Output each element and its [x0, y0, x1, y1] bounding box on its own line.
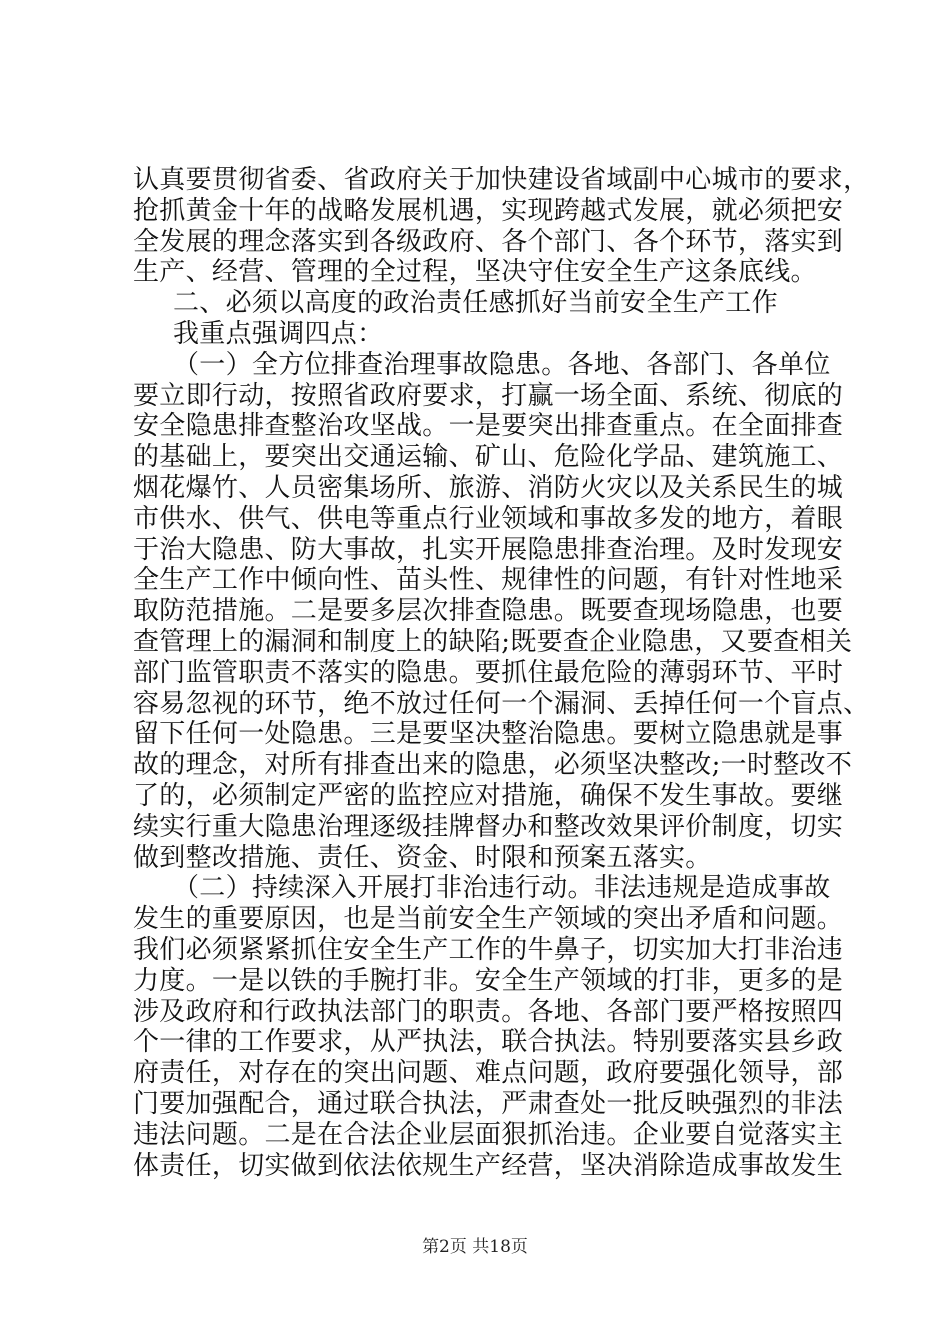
text-line: 生产、经营、管理的全过程，坚决守住安全生产这条底线。 [133, 257, 817, 288]
text-line: 抢抓黄金十年的战略发展机遇，实现跨越式发展，就必须把安 [133, 195, 844, 226]
text-line: 做到整改措施、责任、资金、时限和预案五落实。 [133, 842, 712, 873]
text-line: 留下任何一处隐患。三是要坚决整治隐患。要树立隐患就是事 [133, 719, 844, 750]
text-line: 违法问题。二是在合法企业层面狠抓治违。企业要自觉落实主 [133, 1119, 844, 1150]
text-line: 力度。一是以铁的手腕打非。安全生产领域的打非，更多的是 [133, 965, 844, 996]
text-line: 了的，必须制定严密的监控应对措施，确保不发生事故。要继 [133, 780, 844, 811]
text-line: 门要加强配合，通过联合执法，严肃查处一批反映强烈的非法 [133, 1088, 844, 1119]
page-number-footer: 第2页 共18页 [422, 1237, 528, 1257]
text-line: 府责任，对存在的突出问题、难点问题，政府要强化领导，部 [133, 1058, 844, 1089]
subsection-heading: （二）持续深入开展打非治违行动。非法违规是造成事故 [173, 873, 831, 904]
text-line: 体责任，切实做到依法依规生产经营，坚决消除造成事故发生 [133, 1150, 844, 1181]
section-heading: 二、必须以高度的政治责任感抓好当前安全生产工作 [173, 288, 778, 319]
text-line: 容易忽视的环节，绝不放过任何一个漏洞、丢掉任何一个盲点、 [133, 688, 870, 719]
text-line: 故的理念，对所有排查出来的隐患，必须坚决整改;一时整改不 [133, 750, 853, 781]
text-line: 取防范措施。二是要多层次排查隐患。既要查现场隐患，也要 [133, 596, 844, 627]
text-line: 查管理上的漏洞和制度上的缺陷;既要查企业隐患，又要查相关 [133, 626, 853, 657]
text-line: 的基础上，要突出交通运输、矿山、危险化学品、建筑施工、 [133, 442, 844, 473]
subsection-heading: （一）全方位排查治理事故隐患。各地、各部门、各单位 [173, 349, 831, 380]
text-line: 个一律的工作要求，从严执法，联合执法。特别要落实县乡政 [133, 1027, 844, 1058]
text-line: 我重点强调四点： [173, 318, 384, 349]
text-line: 市供水、供气、供电等重点行业领域和事故多发的地方，着眼 [133, 503, 844, 534]
text-line: 烟花爆竹、人员密集场所、旅游、消防火灾以及关系民生的城 [133, 472, 844, 503]
text-line: 于治大隐患、防大事故，扎实开展隐患排查治理。及时发现安 [133, 534, 844, 565]
document-body [133, 165, 870, 1181]
text-line: 认真要贯彻省委、省政府关于加快建设省域副中心城市的要求， [133, 165, 870, 195]
text-line: 部门监管职责不落实的隐患。要抓住最危险的薄弱环节、平时 [133, 657, 844, 688]
text-line: 安全隐患排查整治攻坚战。一是要突出排查重点。在全面排查 [133, 411, 844, 442]
text-line: 发生的重要原因，也是当前安全生产领域的突出矛盾和问题。 [133, 904, 844, 935]
text-line: 全发展的理念落实到各级政府、各个部门、各个环节，落实到 [133, 226, 844, 257]
text-line: 涉及政府和行政执法部门的职责。各地、各部门要严格按照四 [133, 996, 844, 1027]
text-line: 要立即行动，按照省政府要求，打赢一场全面、系统、彻底的 [133, 380, 844, 411]
text-line: 续实行重大隐患治理逐级挂牌督办和整改效果评价制度，切实 [133, 811, 844, 842]
text-line: 我们必须紧紧抓住安全生产工作的牛鼻子，切实加大打非治违 [133, 934, 844, 965]
text-line: 全生产工作中倾向性、苗头性、规律性的问题，有针对性地采 [133, 565, 844, 596]
